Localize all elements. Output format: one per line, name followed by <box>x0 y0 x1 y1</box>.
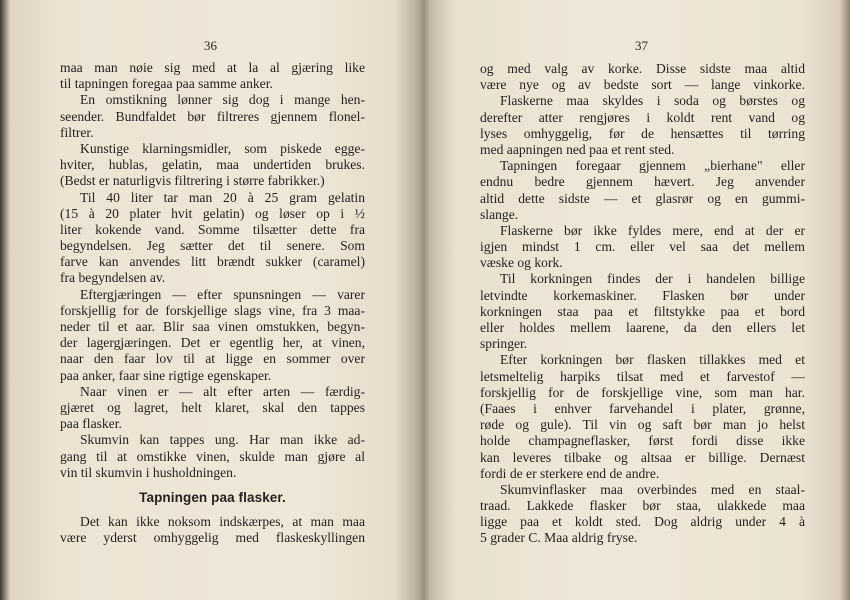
text-line: gang til at omstikke vinen, skulde man gjøre al <box>60 448 365 464</box>
text-line: eller holdes mellem laarene, da den ellers let <box>480 320 805 335</box>
right-page-text <box>480 61 805 547</box>
text-line: og med valg av korke. Disse sidste maa altid <box>480 61 805 76</box>
text-line: Flaskerne bør ikke fyldes mere, end at der er <box>500 222 805 238</box>
text-line: Efter korkningen bør flasken tillakkes med et <box>500 352 805 368</box>
text-line: derefter atter rengjøres i koldt rent vand og <box>480 109 805 125</box>
text-line: paa anker, faar sine rigtige egenskaper. <box>60 367 272 383</box>
text-line: traad. Lakkede flasker bør staa, ulakkede maa <box>480 498 805 514</box>
text-line: lyses omhyggelig, før de hensættes til tørring <box>480 125 805 141</box>
text-line: seender. Bundfaldet bør filtreres gjennem flonel- <box>60 108 365 124</box>
text-line: Til korkningen findes der i handelen billige <box>500 271 805 287</box>
text-line: filtrer. <box>60 124 94 140</box>
text-line: liter kokende vand. Somme tilsætter dette fra <box>60 221 365 237</box>
text-line: der lagergjæringen. Det er egentlig her, at vinen, <box>60 335 365 351</box>
text-line: forskjellig for de forskjellige vine, som man har. <box>480 384 805 400</box>
text-line: korkningen staa paa et filtstykke paa et bord <box>480 303 805 319</box>
text-line: med aapningen ned paa et rent sted. <box>480 141 675 157</box>
text-line: ligge paa et koldt sted. Dog aldrig under 4 à <box>480 514 805 530</box>
page-number: 36 <box>204 38 217 53</box>
text-line: slange. <box>480 206 519 222</box>
text-line: holde champagneflasker, først fordi disse ikke <box>480 433 805 449</box>
text-line: 5 grader C. Maa aldrig fryse. <box>480 530 638 546</box>
text-line: (15 à 20 plater hvit gelatin) og løser op i ½ <box>60 205 365 221</box>
text-line: fra begyndelsen av. <box>60 270 166 286</box>
text-line: naar den faar lov til at ligge en sommer over <box>60 351 365 367</box>
text-line: altid dette sidste — et glasrør og en gummi- <box>480 190 805 206</box>
section-heading: Tapningen paa flasker. <box>139 489 286 505</box>
text-line: farve kan anvendes litt brændt sukker (caramel) <box>60 254 365 270</box>
text-line: røde og gule). Til vin og saft bør man jo helst <box>480 417 805 433</box>
text-line: til tapningen foregaa paa samme anker. <box>60 76 273 92</box>
text-line: vin til skumvin i husholdningen. <box>60 464 237 480</box>
text-line: fordi de er sterkere end de andre. <box>480 465 660 481</box>
text-line: neder til et aar. Blir saa vinen omstukken, begyn- <box>60 319 365 334</box>
text-line: Til 40 liter tar man 20 à 25 gram gelatin <box>80 189 365 205</box>
text-line: letsmeltelig harpiks tilsat med et farvestof — <box>480 368 805 384</box>
text-line: begyndelsen. Jeg sætter det til senere. Som <box>60 238 365 254</box>
text-line: springer. <box>480 336 528 352</box>
text-line: Skumvinflasker maa overbindes med en staal- <box>500 481 805 497</box>
text-line: Tapningen foregaar gjennem „bierhane" eller <box>500 158 805 174</box>
text-line: Naar vinen er — alt efter arten — færdig- <box>80 383 365 399</box>
text-line: væske og kork. <box>480 255 563 271</box>
text-line: Skumvin kan tappes ung. Har man ikke ad- <box>80 432 365 448</box>
text-line: være yderst omhyggelig med flaskeskyllingen <box>60 530 365 546</box>
text-line: letvindte korkemaskiner. Flasken bør under <box>480 287 805 303</box>
text-line: (Bedst er naturligvis filtrering i større fabrikker.) <box>60 173 325 189</box>
page-number: 37 <box>635 38 648 53</box>
text-line: igjen mindst 1 cm. eller vel saa det mellem <box>480 239 805 255</box>
text-line: En omstikning lønner sig dog i mange hen- <box>80 92 365 108</box>
text-line: paa flasker. <box>60 416 122 432</box>
text-line: Kunstige klarningsmidler, som piskede egge- <box>80 140 365 156</box>
right-page <box>425 0 850 600</box>
text-line: kan leveres tilbake og altsaa er billige. Dernæst <box>480 449 805 465</box>
text-line: Eftergjæringen — efter spunsningen — varer <box>80 286 365 302</box>
text-line: være nye og av bedste sort — lange vinkorke. <box>480 77 805 93</box>
left-page-text <box>60 60 365 546</box>
text-line: Flaskerne maa skyldes i soda og børstes og <box>500 93 805 109</box>
text-line: forskjellig for de forskjellige slags vine, fra 3 maa- <box>60 302 365 318</box>
text-line: Det kan ikke noksom indskærpes, at man maa <box>80 514 365 530</box>
text-line: hviter, hublas, gelatin, maa undertiden brukes. <box>60 157 365 173</box>
text-line: gjæret og lagret, helt klaret, skal den tappes <box>60 399 365 415</box>
text-line: endnu bedre gjennem hævert. Jeg anvender <box>480 174 805 190</box>
text-line: maa man nøie sig med at la al gjæring like <box>60 60 365 75</box>
text-line: (Faaes i enhver farvehandel i plater, grønne, <box>480 400 805 416</box>
